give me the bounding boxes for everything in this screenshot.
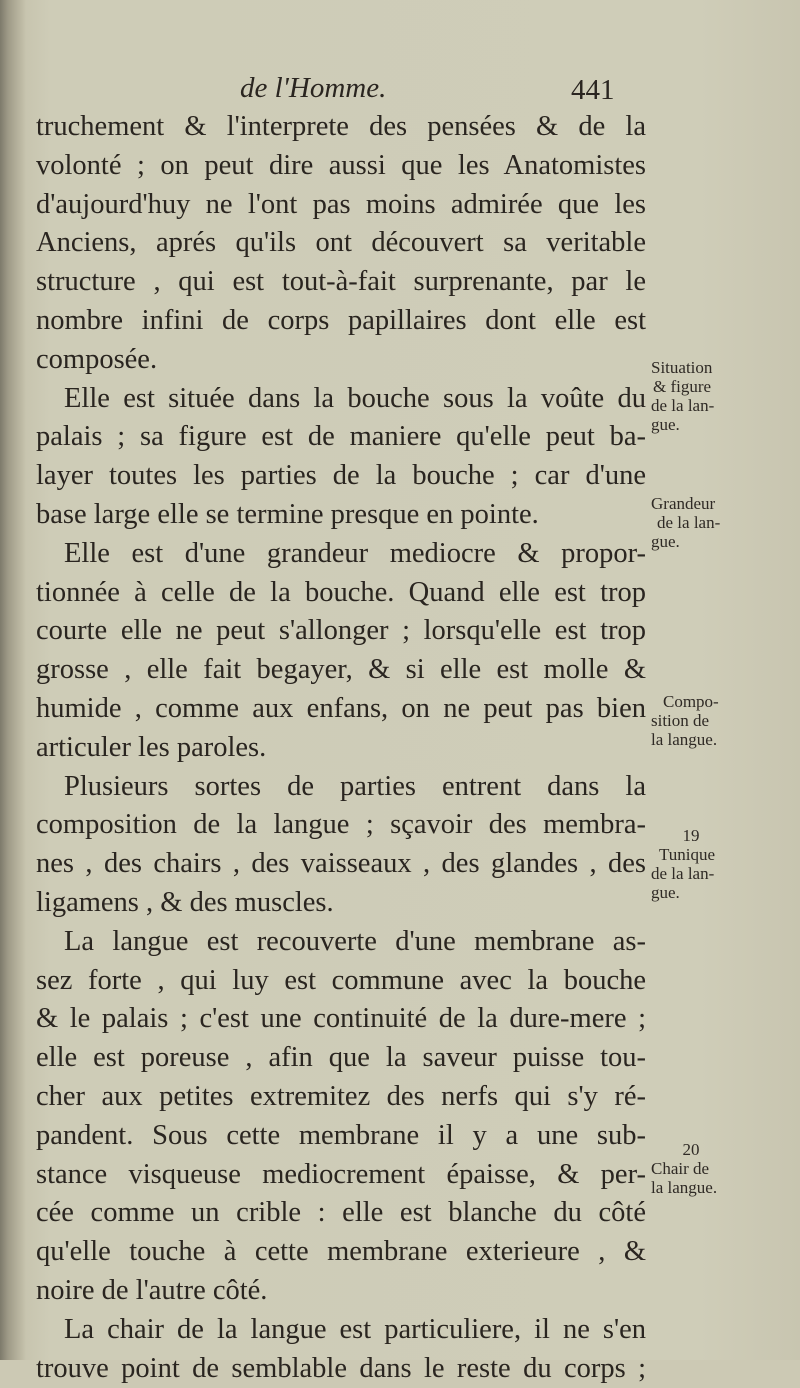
text-line: cée comme un crible : elle est blanche du côté: [36, 1194, 646, 1233]
text-line: qu'elle touche à cette membrane exterieure , &: [36, 1233, 646, 1272]
margin-note-chair: [651, 1140, 771, 1197]
paragraph-start-line: Elle est d'une grandeur mediocre & propor-: [36, 535, 646, 574]
text-line: composition de la langue ; sçavoir des membra-: [36, 806, 646, 845]
text-line: noire de l'autre côté.: [36, 1272, 646, 1311]
text-line: & le palais ; c'est une continuité de la dure-mere ;: [36, 1000, 646, 1039]
paragraph-start-line: Plusieurs sortes de parties entrent dans la: [36, 768, 646, 807]
margin-note-line: de la lan-: [651, 396, 771, 415]
text-line: layer toutes les parties de la bouche ; car d'une: [36, 457, 646, 496]
margin-note-line: de la lan-: [651, 513, 771, 532]
book-spine-shadow: [0, 0, 26, 1360]
margin-note-grandeur: [651, 494, 771, 551]
margin-note-line: Tunique: [651, 845, 771, 864]
margin-note-line: & figure: [651, 377, 771, 396]
margin-note-tunique: [651, 826, 771, 902]
text-line: d'aujourd'huy ne l'ont pas moins admirée que les: [36, 186, 646, 225]
text-line: palais ; sa figure est de maniere qu'elle peut ba-: [36, 418, 646, 457]
margin-note-line: Chair de: [651, 1159, 771, 1178]
text-line: stance visqueuse mediocrement épaisse, & per-: [36, 1156, 646, 1195]
text-line: articuler les paroles.: [36, 729, 646, 768]
margin-note-composition: [651, 692, 771, 749]
margin-note-line: Grandeur: [651, 494, 771, 513]
margin-note-line: la langue.: [651, 1178, 771, 1197]
text-line: elle est poreuse , afin que la saveur puisse tou-: [36, 1039, 646, 1078]
text-line: composée.: [36, 341, 646, 380]
margin-note-number: 20: [651, 1140, 731, 1159]
text-line: cher aux petites extremitez des nerfs qui s'y ré-: [36, 1078, 646, 1117]
running-head: de l'Homme.: [240, 72, 386, 105]
text-line: ligamens , & des muscles.: [36, 884, 646, 923]
margin-note-line: la langue.: [651, 730, 771, 749]
text-line: courte elle ne peut s'allonger ; lorsqu'elle est trop: [36, 612, 646, 651]
text-line: sez forte , qui luy est commune avec la bouche: [36, 962, 646, 1001]
margin-note-line: gue.: [651, 532, 771, 551]
text-line: nes , des chairs , des vaisseaux , des glandes , des: [36, 845, 646, 884]
text-line: truchement & l'interprete des pensées & de la: [36, 108, 646, 147]
margin-note-line: Compo-: [651, 692, 771, 711]
margin-note-line: Situation: [651, 358, 771, 377]
text-line: base large elle se termine presque en pointe.: [36, 496, 646, 535]
margin-note-line: gue.: [651, 415, 771, 434]
text-line: tionnée à celle de la bouche. Quand elle est trop: [36, 574, 646, 613]
paragraph-start-line: La chair de la langue est particuliere, il ne s'en: [36, 1311, 646, 1350]
text-line: grosse , elle fait begayer, & si elle est molle &: [36, 651, 646, 690]
margin-note-situation: [651, 358, 771, 434]
text-line: trouve point de semblable dans le reste du corps ;: [36, 1350, 646, 1388]
paragraph-start-line: La langue est recouverte d'une membrane as-: [36, 923, 646, 962]
text-line: humide , comme aux enfans, on ne peut pas bien: [36, 690, 646, 729]
margin-note-number: 19: [651, 826, 731, 845]
text-line: pandent. Sous cette membrane il y a une sub-: [36, 1117, 646, 1156]
body-text: [36, 108, 646, 1388]
text-line: structure , qui est tout-à-fait surprenante, par le: [36, 263, 646, 302]
text-line: nombre infini de corps papillaires dont elle est: [36, 302, 646, 341]
margin-note-line: de la lan-: [651, 864, 771, 883]
margin-note-line: sition de: [651, 711, 771, 730]
text-line: volonté ; on peut dire aussi que les Anatomistes: [36, 147, 646, 186]
paragraph-start-line: Elle est située dans la bouche sous la voûte du: [36, 380, 646, 419]
text-line: Anciens, aprés qu'ils ont découvert sa veritable: [36, 224, 646, 263]
page-number: 441: [571, 74, 615, 107]
margin-note-line: gue.: [651, 883, 771, 902]
